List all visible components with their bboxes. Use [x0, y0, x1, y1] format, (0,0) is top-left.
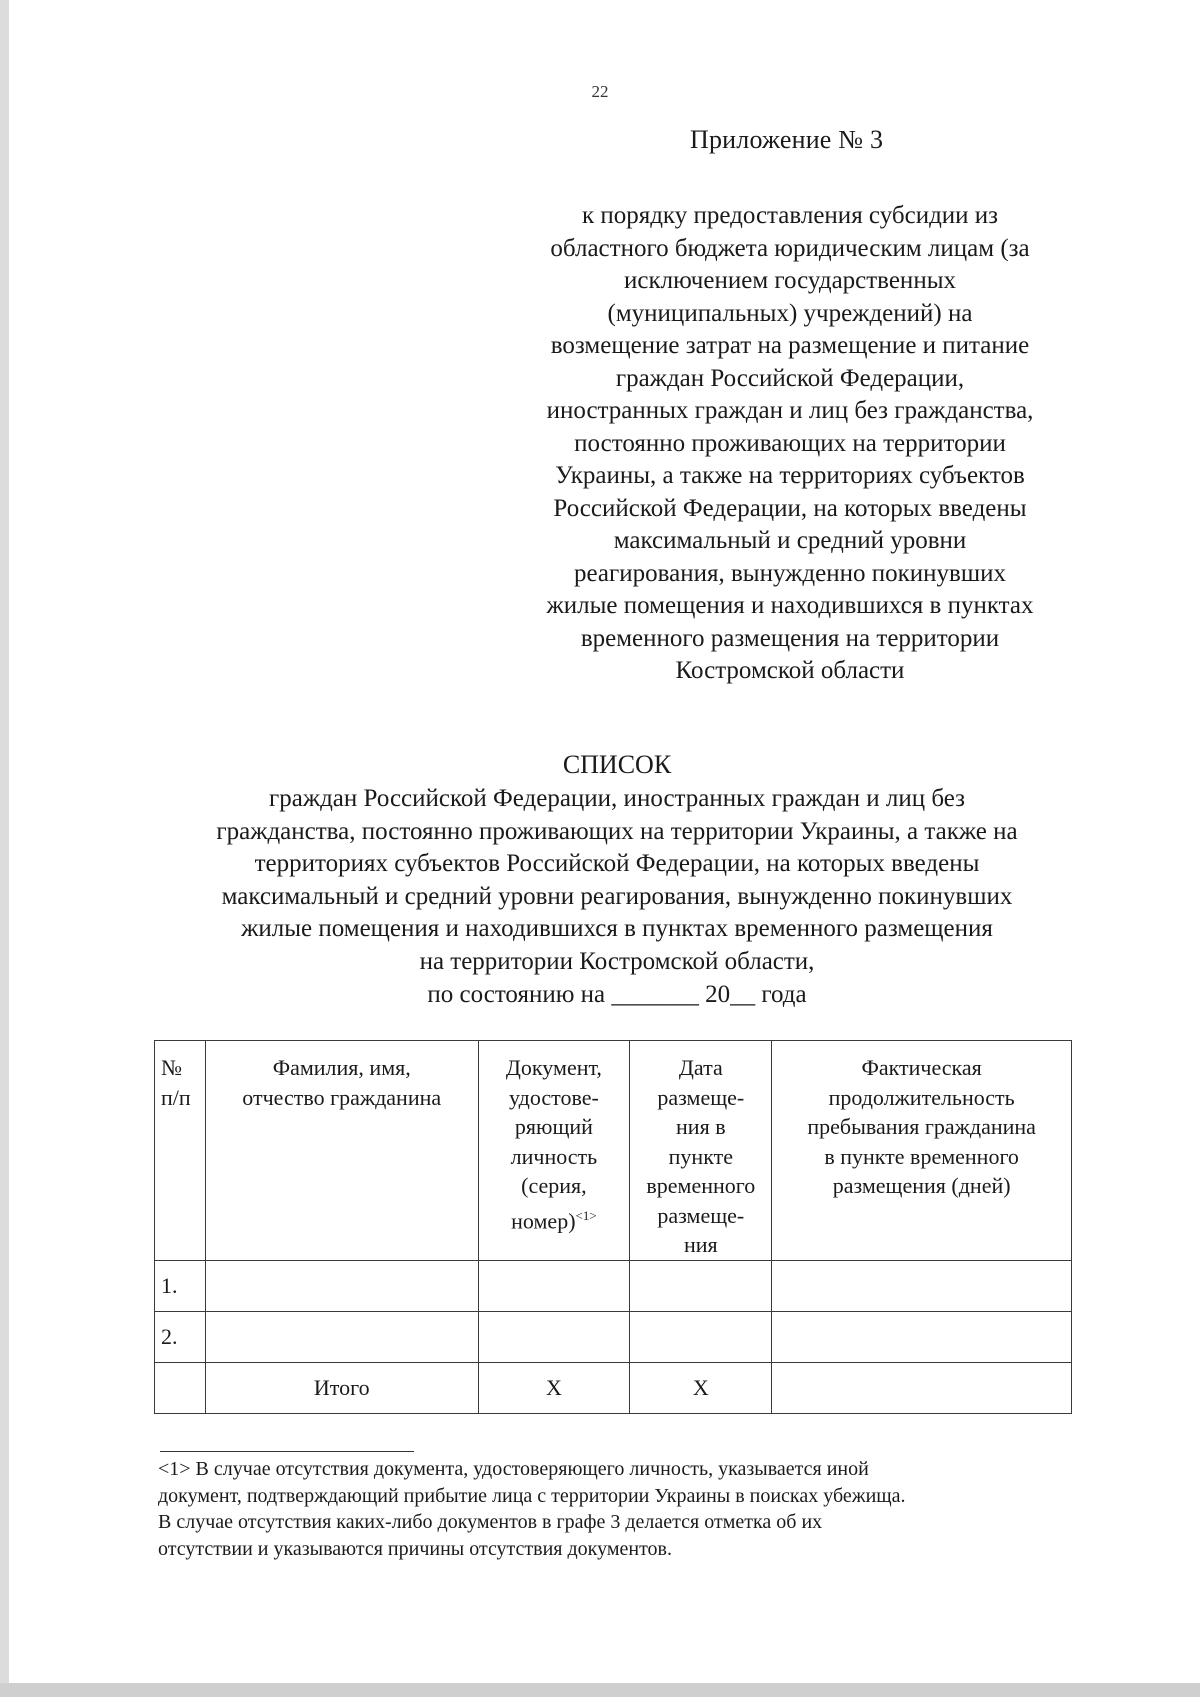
appendix-subtitle-line: областного бюджета юридическим лицам (за — [550, 234, 1030, 262]
footnote-divider — [160, 1451, 414, 1452]
table-cell — [772, 1362, 1072, 1413]
list-description-line: максимальный и средний уровни реагирования, вынужденно покинувших — [221, 882, 1013, 910]
table-cell: Х — [478, 1362, 630, 1413]
scan-left-edge — [0, 0, 9, 1697]
table-cell — [772, 1311, 1072, 1362]
citizens-table — [154, 1040, 1072, 1414]
header-full-name: Фамилия, имя, отчество гражданина — [205, 1041, 478, 1261]
table-row — [155, 1260, 1072, 1311]
table-row — [155, 1311, 1072, 1362]
table-cell — [630, 1260, 772, 1311]
header-identity-document: Документ, удостове- ряющий личность (серия, номер)$^{<1>}$ — [478, 1041, 630, 1261]
table-cell — [155, 1362, 206, 1413]
table-cell — [478, 1260, 630, 1311]
appendix-subtitle — [510, 200, 1070, 688]
list-description-line: территориях субъектов Российской Федерации, на которых введены — [254, 850, 980, 878]
appendix-subtitle-line: исключением государственных — [623, 267, 956, 294]
table-cell: 1. — [155, 1260, 206, 1311]
list-description-line: по состоянию на _______ 20__ года — [427, 980, 807, 1008]
appendix-subtitle-line: постоянно проживающих на территории — [574, 429, 1006, 457]
appendix-subtitle-line: Костромской области — [675, 657, 905, 684]
list-description — [150, 783, 1084, 1011]
footnote-line: документ, подтверждающий прибытие лица с территории Украины в поисках убежища. — [158, 1484, 906, 1507]
footnote-line: В случае отсутствия каких-либо документов в графе 3 делается отметка об их — [158, 1511, 823, 1533]
list-description-line: жилые помещения и находившихся в пунктах временного размещения — [241, 915, 993, 943]
header-stay-duration: Фактическая продолжительность пребывания гражданина в пункте временного размещения (дней) — [772, 1041, 1072, 1261]
table-cell — [478, 1311, 630, 1362]
appendix-subtitle-line: к порядку предоставления субсидии из — [581, 202, 999, 229]
appendix-subtitle-line: Украины, а также на территориях субъектов — [555, 462, 1025, 489]
footnote-line: отсутствии и указываются причины отсутствия документов. — [158, 1537, 673, 1560]
list-description-line: гражданства, постоянно проживающих на территории Украины, а также на — [216, 817, 1018, 845]
table-cell — [205, 1311, 478, 1362]
appendix-subtitle-line: жилые помещения и находившихся в пунктах — [546, 592, 1034, 619]
appendix-subtitle-line: максимальный и средний уровни — [613, 527, 967, 554]
list-description-line: на территории Костромской области, — [419, 947, 815, 975]
appendix-subtitle-line: временного размещения на территории — [580, 624, 1000, 652]
page-number: 22 — [591, 82, 609, 101]
appendix-title: Приложение № 3 — [690, 125, 884, 154]
appendix-subtitle-line: Российской Федерации, на которых введены — [553, 494, 1027, 522]
table-header-row — [155, 1041, 1072, 1261]
footnote — [158, 1456, 1072, 1562]
list-heading: СПИСОК — [562, 750, 672, 779]
list-description-line: граждан Российской Федерации, иностранных граждан и лиц без — [268, 785, 966, 812]
scan-bottom-edge — [0, 1683, 1200, 1697]
footnote-line: <1> В случае отсутствия документа, удостоверяющего личность, указывается иной — [158, 1458, 869, 1480]
table-total-row — [155, 1362, 1072, 1413]
table-cell — [205, 1260, 478, 1311]
table-cell: Х — [630, 1362, 772, 1413]
appendix-subtitle-line: граждан Российской Федерации, — [615, 364, 965, 392]
appendix-subtitle-line: возмещение затрат на размещение и питание — [550, 332, 1030, 359]
footnote-ref: <1> — [575, 1207, 597, 1223]
appendix-subtitle-line: (муниципальных) учреждений) на — [607, 299, 973, 327]
appendix-subtitle-line: реагирования, вынужденно покинувших — [574, 559, 1006, 587]
appendix-subtitle-line: иностранных граждан и лиц без гражданства, — [546, 397, 1034, 424]
table-cell: 2. — [155, 1311, 206, 1362]
table-cell — [772, 1260, 1072, 1311]
header-number: № п/п — [155, 1041, 206, 1261]
total-label: Итого — [205, 1362, 478, 1413]
table-cell — [630, 1311, 772, 1362]
header-placement-date: Дата размеще- ния в пункте временного размеще- ния — [630, 1041, 772, 1261]
